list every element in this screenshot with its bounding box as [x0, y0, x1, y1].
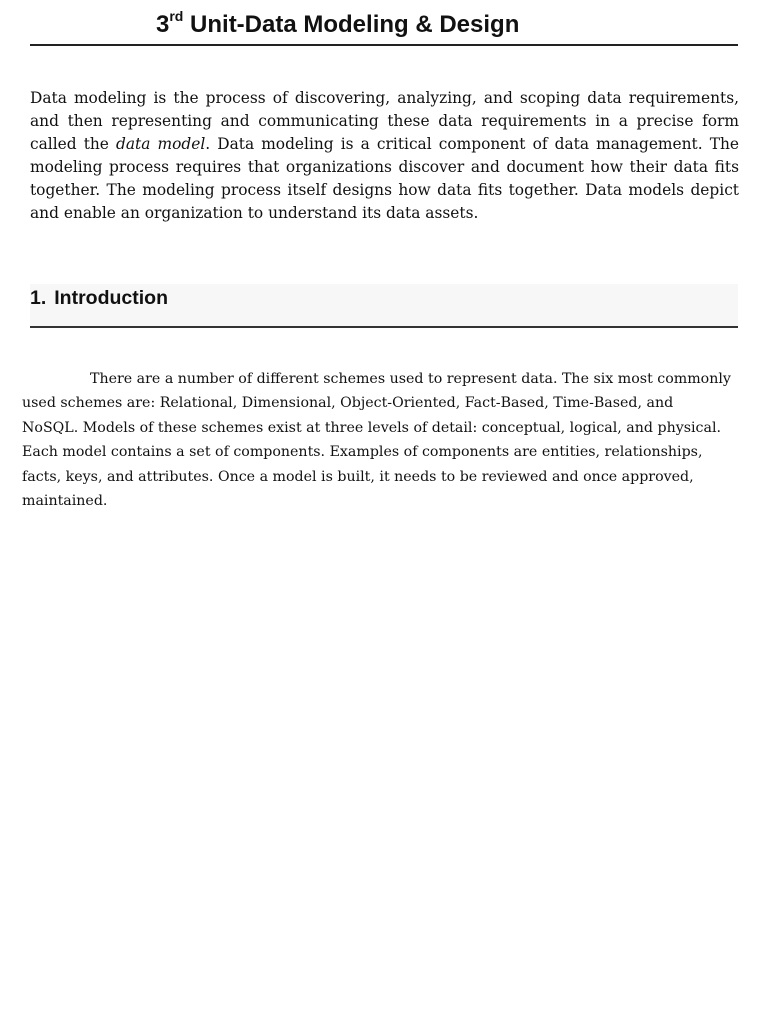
intro-paragraph: [30, 87, 739, 224]
section-number: 1.: [30, 287, 47, 309]
intro-text-start: Data modeling is the process of discovering, analyzing, and scoping data requirements, and then representing and communicating these data requirements in a precise form called the: [30, 89, 739, 153]
page-title: [156, 10, 519, 40]
intro-text-end: . Data modeling is a critical component of data management. The modeling process requires that organizations discover and document how their data fits together. The modeling process itself designs how data fits together. Data models depict and enable an organization to understand its data assets.: [30, 134, 740, 222]
title-rest: Unit-Data Modeling & Design: [183, 11, 520, 38]
section-title: Introduction: [54, 287, 168, 309]
section-heading: [30, 286, 168, 310]
section-header: [30, 284, 738, 328]
title-block: [30, 8, 738, 46]
intro-italic-term: data model: [116, 134, 206, 153]
title-prefix: 3: [156, 11, 170, 38]
section-body-paragraph: There are a number of different schemes used to represent data. The six most commonly used schemes are: Relational, Dimensional, Object-Oriented, Fact-Based, Time-Based, and NoSQL. Models of these schemes exist at three levels of detail: conceptual, logical, and physical. Each model contains a set of components. Examples of components are entities, relationships, facts, keys, and attributes. Once a model is built, it needs to be reviewed and once approved, maintained.: [22, 371, 731, 510]
title-superscript: rd: [169, 8, 184, 24]
